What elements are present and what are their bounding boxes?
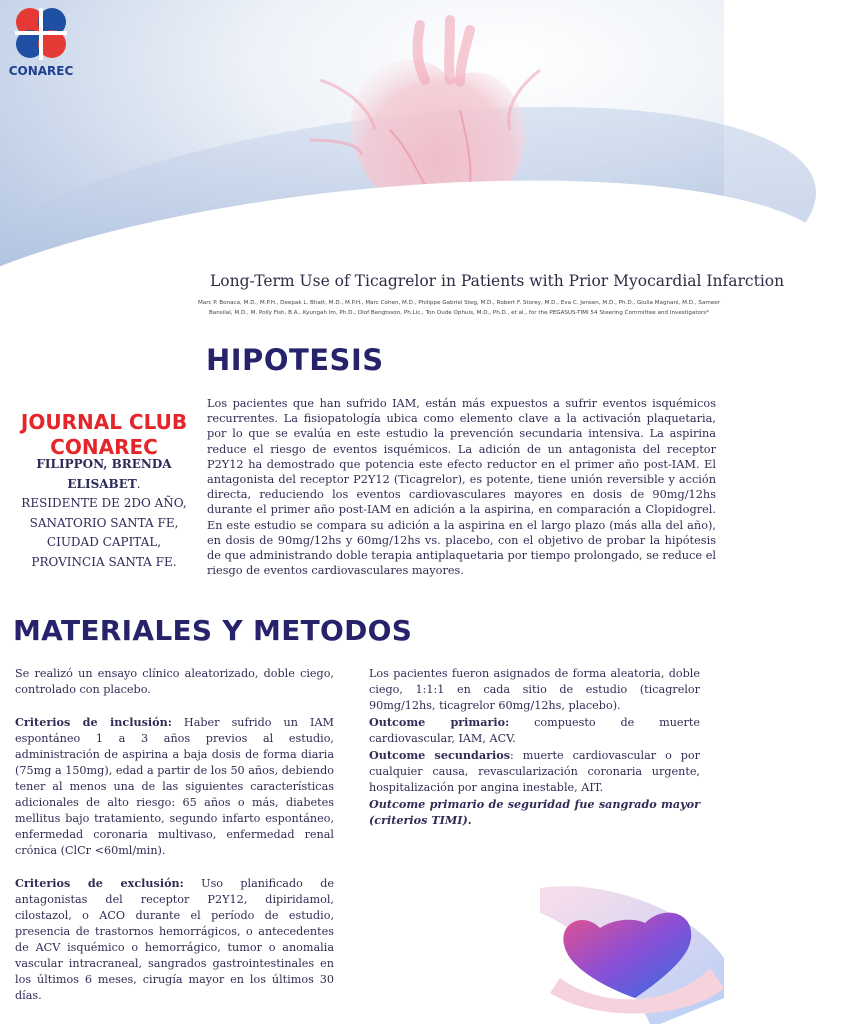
author-name-line2: ELISABET bbox=[67, 476, 137, 491]
article-authors: Marc P. Bonaca, M.D., M.P.H., Deepak L. Bhatt, M.D., M.P.H., Marc Cohen, M.D., Philippe Gabriel Steg, M.D., Robert F. Storey, M.D., Eva C. Jensen, M.D., Ph.D., Giulia Magnani, M.D., Sameer Bansilal, M.D., M. Polly Fish, B.A., Kyungah Im, Ph.D., Olof Bengtsson, Ph.Lic., Ton Oude Ophuis, M.D., Ph.D., et al., for the PEGASUS-TIMI 54 Steering Committee and Investigators* bbox=[197, 300, 721, 316]
journal-club-title bbox=[14, 410, 194, 460]
author-institution: SANATORIO SANTA FE, bbox=[29, 515, 179, 530]
materiales-column-right bbox=[369, 666, 700, 828]
inclusion-label: Criterios de inclusión: bbox=[15, 715, 172, 729]
journal-club-line1: JOURNAL CLUB bbox=[20, 410, 188, 434]
hipotesis-heading: HIPOTESIS bbox=[206, 343, 384, 377]
hipotesis-text: Los pacientes que han sufrido IAM, están más expuestos a sufrir eventos isquémicos recurrentes. La fisiopatología ubica como elemento clave a la activación plaquetaria, por lo que se evalúa en este estudio la prevención secundaria intensiva. La aspirina reduce el riesgo de eventos isquémicos. La adición de un antagonista del receptor P2Y12 ha demostrado que potencia este efecto reductor en el primer año post-IAM. El antagonista del receptor P2Y12 (Ticagrelor), es potente, tiene unión reversible y acción directa, reduciendo los eventos cardiovasculares mayores en dosis de 90mg/12hs durante el primer año post-IAM en adición a la aspirina, en comparación a Clopidogrel. En este estudio se compara su adición a la aspirina en el largo plazo (más alla del año), en dosis de 90mg/12hs y 60mg/12hs vs. placebo, con el objetivo de probar la hipótesis de que administrando doble terapia antiplaquetaria por tiempo prolongado, se reduce el riesgo de eventos cardiovasculares mayores. bbox=[207, 397, 716, 578]
secondary-outcome bbox=[369, 747, 700, 796]
primary-outcome bbox=[369, 714, 700, 747]
exclusion-criteria bbox=[15, 875, 334, 1004]
study-design: Se realizó un ensayo clínico aleatorizado, doble ciego, controlado con placebo. bbox=[15, 667, 334, 696]
exclusion-text: Uso planificado de antagonistas del receptor P2Y12, dipiridamol, cilostazol, o ACO durante el período de estudio, presencia de trastornos hemorrágicos, o antecedentes de ACV isquémico o hemorrágico, tumor o anomalia vascular intracraneal, sangrados gastrointestinales en los últimos 6 meses, cirugía mayor en los últimos 30 días. bbox=[15, 877, 334, 1002]
hands-heart-illustration bbox=[540, 868, 724, 1024]
materiales-heading: MATERIALES Y METODOS bbox=[13, 614, 413, 647]
author-role: RESIDENTE DE 2DO AÑO, bbox=[21, 496, 187, 510]
primary-label: Outcome primario: bbox=[369, 715, 510, 729]
secondary-text: : muerte cardiovascular o por cualquier causa, revascularización coronaria urgente, hospitalización por angina inestable, AIT. bbox=[369, 749, 700, 794]
inclusion-text: Haber sufrido un IAM espontáneo 1 a 3 años previos al estudio, administración de aspirina a baja dosis de forma diaria (75mg a 150mg), edad a partir de los 50 años, debiendo tener al menos una de las siguientes características adicionales de alto riesgo: 65 años o más, diabetes mellitus bajo tratamiento, segundo infarto espontáneo, enfermedad coronaria multivaso, enfermedad renal crónica (ClCr <60ml/min). bbox=[15, 716, 334, 857]
inclusion-criteria bbox=[15, 714, 334, 859]
primary-text: compuesto de muerte cardiovascular, IAM, ACV. bbox=[369, 716, 701, 745]
author-name-end: . bbox=[136, 476, 141, 491]
article-title: Long-Term Use of Ticagrelor in Patients with Prior Myocardial Infarction bbox=[210, 272, 785, 290]
journal-club-line2: CONAREC bbox=[50, 435, 158, 459]
author-province: PROVINCIA SANTA FE. bbox=[31, 554, 177, 569]
author-name-line2-wrap bbox=[14, 475, 194, 495]
logo-text: CONAREC bbox=[8, 64, 74, 78]
logo-heart-icon bbox=[6, 4, 76, 64]
header-banner bbox=[0, 0, 785, 300]
secondary-label: Outcome secundarios bbox=[369, 748, 511, 762]
author-name-line1: FILIPPON, BRENDA bbox=[36, 457, 172, 471]
conarec-logo bbox=[6, 4, 76, 96]
materiales-column-left bbox=[15, 666, 334, 1004]
safety-outcome: Outcome primario de seguridad fue sangrado mayor (criterios TIMI). bbox=[369, 797, 700, 827]
author-info bbox=[14, 455, 194, 572]
author-city: CIUDAD CAPITAL, bbox=[46, 535, 162, 549]
assignment-text: Los pacientes fueron asignados de forma aleatoria, doble ciego, 1:1:1 en cada sitio de estudio (ticagrelor 90mg/12hs, ticagrelor 60mg/12hs, placebo). bbox=[369, 667, 700, 712]
exclusion-label: Criterios de exclusión: bbox=[15, 876, 184, 890]
